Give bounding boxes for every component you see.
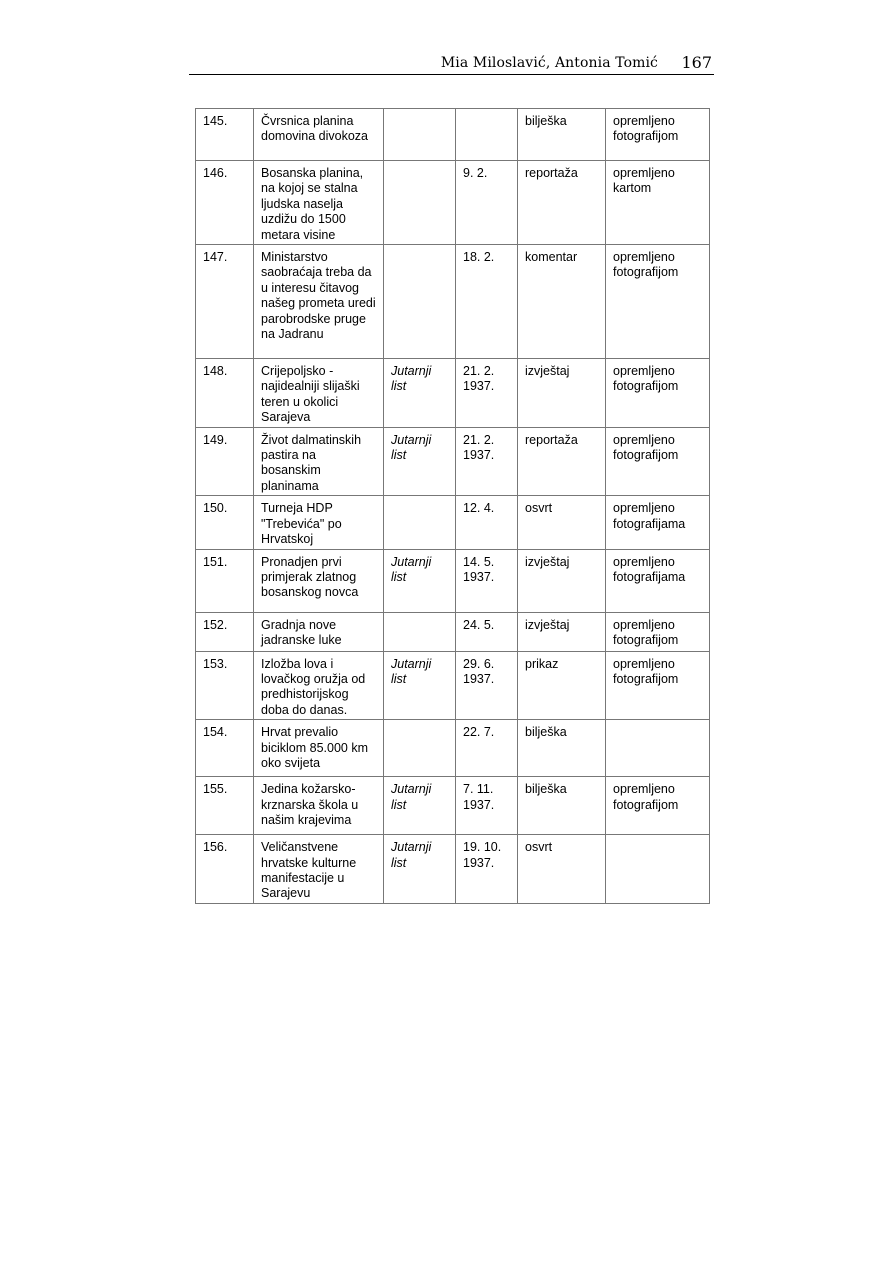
article-genre: bilješka: [518, 720, 606, 777]
row-number: 152.: [196, 612, 254, 651]
row-number: 153.: [196, 651, 254, 720]
newspaper-name: [384, 161, 456, 245]
publication-date: 14. 5. 1937.: [456, 549, 518, 612]
article-title: Bosanska planina, na kojoj se stalna ljudska naselja uzdižu do 1500 metara visine: [254, 161, 384, 245]
running-head-authors: Mia Miloslavić, Antonia Tomić: [440, 55, 658, 71]
article-note: [606, 720, 710, 777]
newspaper-name: Jutarnji list: [384, 427, 456, 496]
article-genre: prikaz: [518, 651, 606, 720]
article-note: opremljeno fotografijom: [606, 427, 710, 496]
row-number: 149.: [196, 427, 254, 496]
table-row: [196, 549, 710, 612]
newspaper-name: Jutarnji list: [384, 549, 456, 612]
article-note: [606, 835, 710, 904]
table-row: [196, 109, 710, 161]
publication-date: 29. 6. 1937.: [456, 651, 518, 720]
row-number: 154.: [196, 720, 254, 777]
table-row: [196, 777, 710, 835]
article-note: opremljeno fotografijom: [606, 359, 710, 428]
article-genre: osvrt: [518, 496, 606, 549]
page-header: [189, 52, 714, 75]
publication-date: 19. 10. 1937.: [456, 835, 518, 904]
article-genre: bilješka: [518, 777, 606, 835]
article-genre: osvrt: [518, 835, 606, 904]
article-genre: reportaža: [518, 427, 606, 496]
article-title: Jedina kožarsko-krznarska škola u našim krajevima: [254, 777, 384, 835]
publication-date: 7. 11. 1937.: [456, 777, 518, 835]
article-note: opremljeno fotografijom: [606, 651, 710, 720]
article-note: opremljeno fotografijom: [606, 612, 710, 651]
newspaper-name: Jutarnji list: [384, 777, 456, 835]
article-genre: izvještaj: [518, 359, 606, 428]
article-note: opremljeno kartom: [606, 161, 710, 245]
article-genre: komentar: [518, 245, 606, 359]
articles-table: [195, 108, 710, 904]
article-title: Pronadjen prvi primjerak zlatnog bosanskog novca: [254, 549, 384, 612]
article-title: Turneja HDP "Trebevića" po Hrvatskoj: [254, 496, 384, 549]
table-row: [196, 427, 710, 496]
table-row: [196, 359, 710, 428]
article-title: Život dalmatinskih pastira na bosanskim planinama: [254, 427, 384, 496]
table-row: [196, 245, 710, 359]
article-note: opremljeno fotografijom: [606, 777, 710, 835]
row-number: 148.: [196, 359, 254, 428]
table-row: [196, 651, 710, 720]
table-row: [196, 612, 710, 651]
row-number: 155.: [196, 777, 254, 835]
newspaper-name: Jutarnji list: [384, 835, 456, 904]
article-title: Crijepoljsko - najidealniji slijaški teren u okolici Sarajeva: [254, 359, 384, 428]
article-note: opremljeno fotografijama: [606, 549, 710, 612]
article-title: Ministarstvo saobraćaja treba da u interesu čitavog našeg prometa uredi parobrodske pruge na Jadranu: [254, 245, 384, 359]
newspaper-name: Jutarnji list: [384, 651, 456, 720]
article-genre: reportaža: [518, 161, 606, 245]
article-note: opremljeno fotografijom: [606, 245, 710, 359]
article-note: opremljeno fotografijom: [606, 109, 710, 161]
publication-date: 18. 2.: [456, 245, 518, 359]
article-title: Izložba lova i lovačkog oružja od predhistorijskog doba do danas.: [254, 651, 384, 720]
publication-date: 22. 7.: [456, 720, 518, 777]
article-genre: izvještaj: [518, 549, 606, 612]
article-title: Gradnja nove jadranske luke: [254, 612, 384, 651]
article-title: Hrvat prevalio biciklom 85.000 km oko svijeta: [254, 720, 384, 777]
row-number: 156.: [196, 835, 254, 904]
publication-date: 21. 2. 1937.: [456, 427, 518, 496]
newspaper-name: [384, 496, 456, 549]
publication-date: 21. 2. 1937.: [456, 359, 518, 428]
table-row: [196, 720, 710, 777]
table-row: [196, 835, 710, 904]
row-number: 151.: [196, 549, 254, 612]
articles-table-body: [196, 109, 710, 904]
article-genre: izvještaj: [518, 612, 606, 651]
publication-date: 9. 2.: [456, 161, 518, 245]
newspaper-name: [384, 245, 456, 359]
newspaper-name: [384, 612, 456, 651]
article-title: Veličanstvene hrvatske kulturne manifestacije u Sarajevu: [254, 835, 384, 904]
publication-date: [456, 109, 518, 161]
row-number: 150.: [196, 496, 254, 549]
newspaper-name: [384, 109, 456, 161]
row-number: 145.: [196, 109, 254, 161]
table-row: [196, 496, 710, 549]
row-number: 147.: [196, 245, 254, 359]
article-note: opremljeno fotografijama: [606, 496, 710, 549]
article-genre: bilješka: [518, 109, 606, 161]
publication-date: 12. 4.: [456, 496, 518, 549]
page-number: 167: [681, 53, 712, 72]
newspaper-name: Jutarnji list: [384, 359, 456, 428]
row-number: 146.: [196, 161, 254, 245]
publication-date: 24. 5.: [456, 612, 518, 651]
article-title: Čvrsnica planina domovina divokoza: [254, 109, 384, 161]
table-row: [196, 161, 710, 245]
newspaper-name: [384, 720, 456, 777]
